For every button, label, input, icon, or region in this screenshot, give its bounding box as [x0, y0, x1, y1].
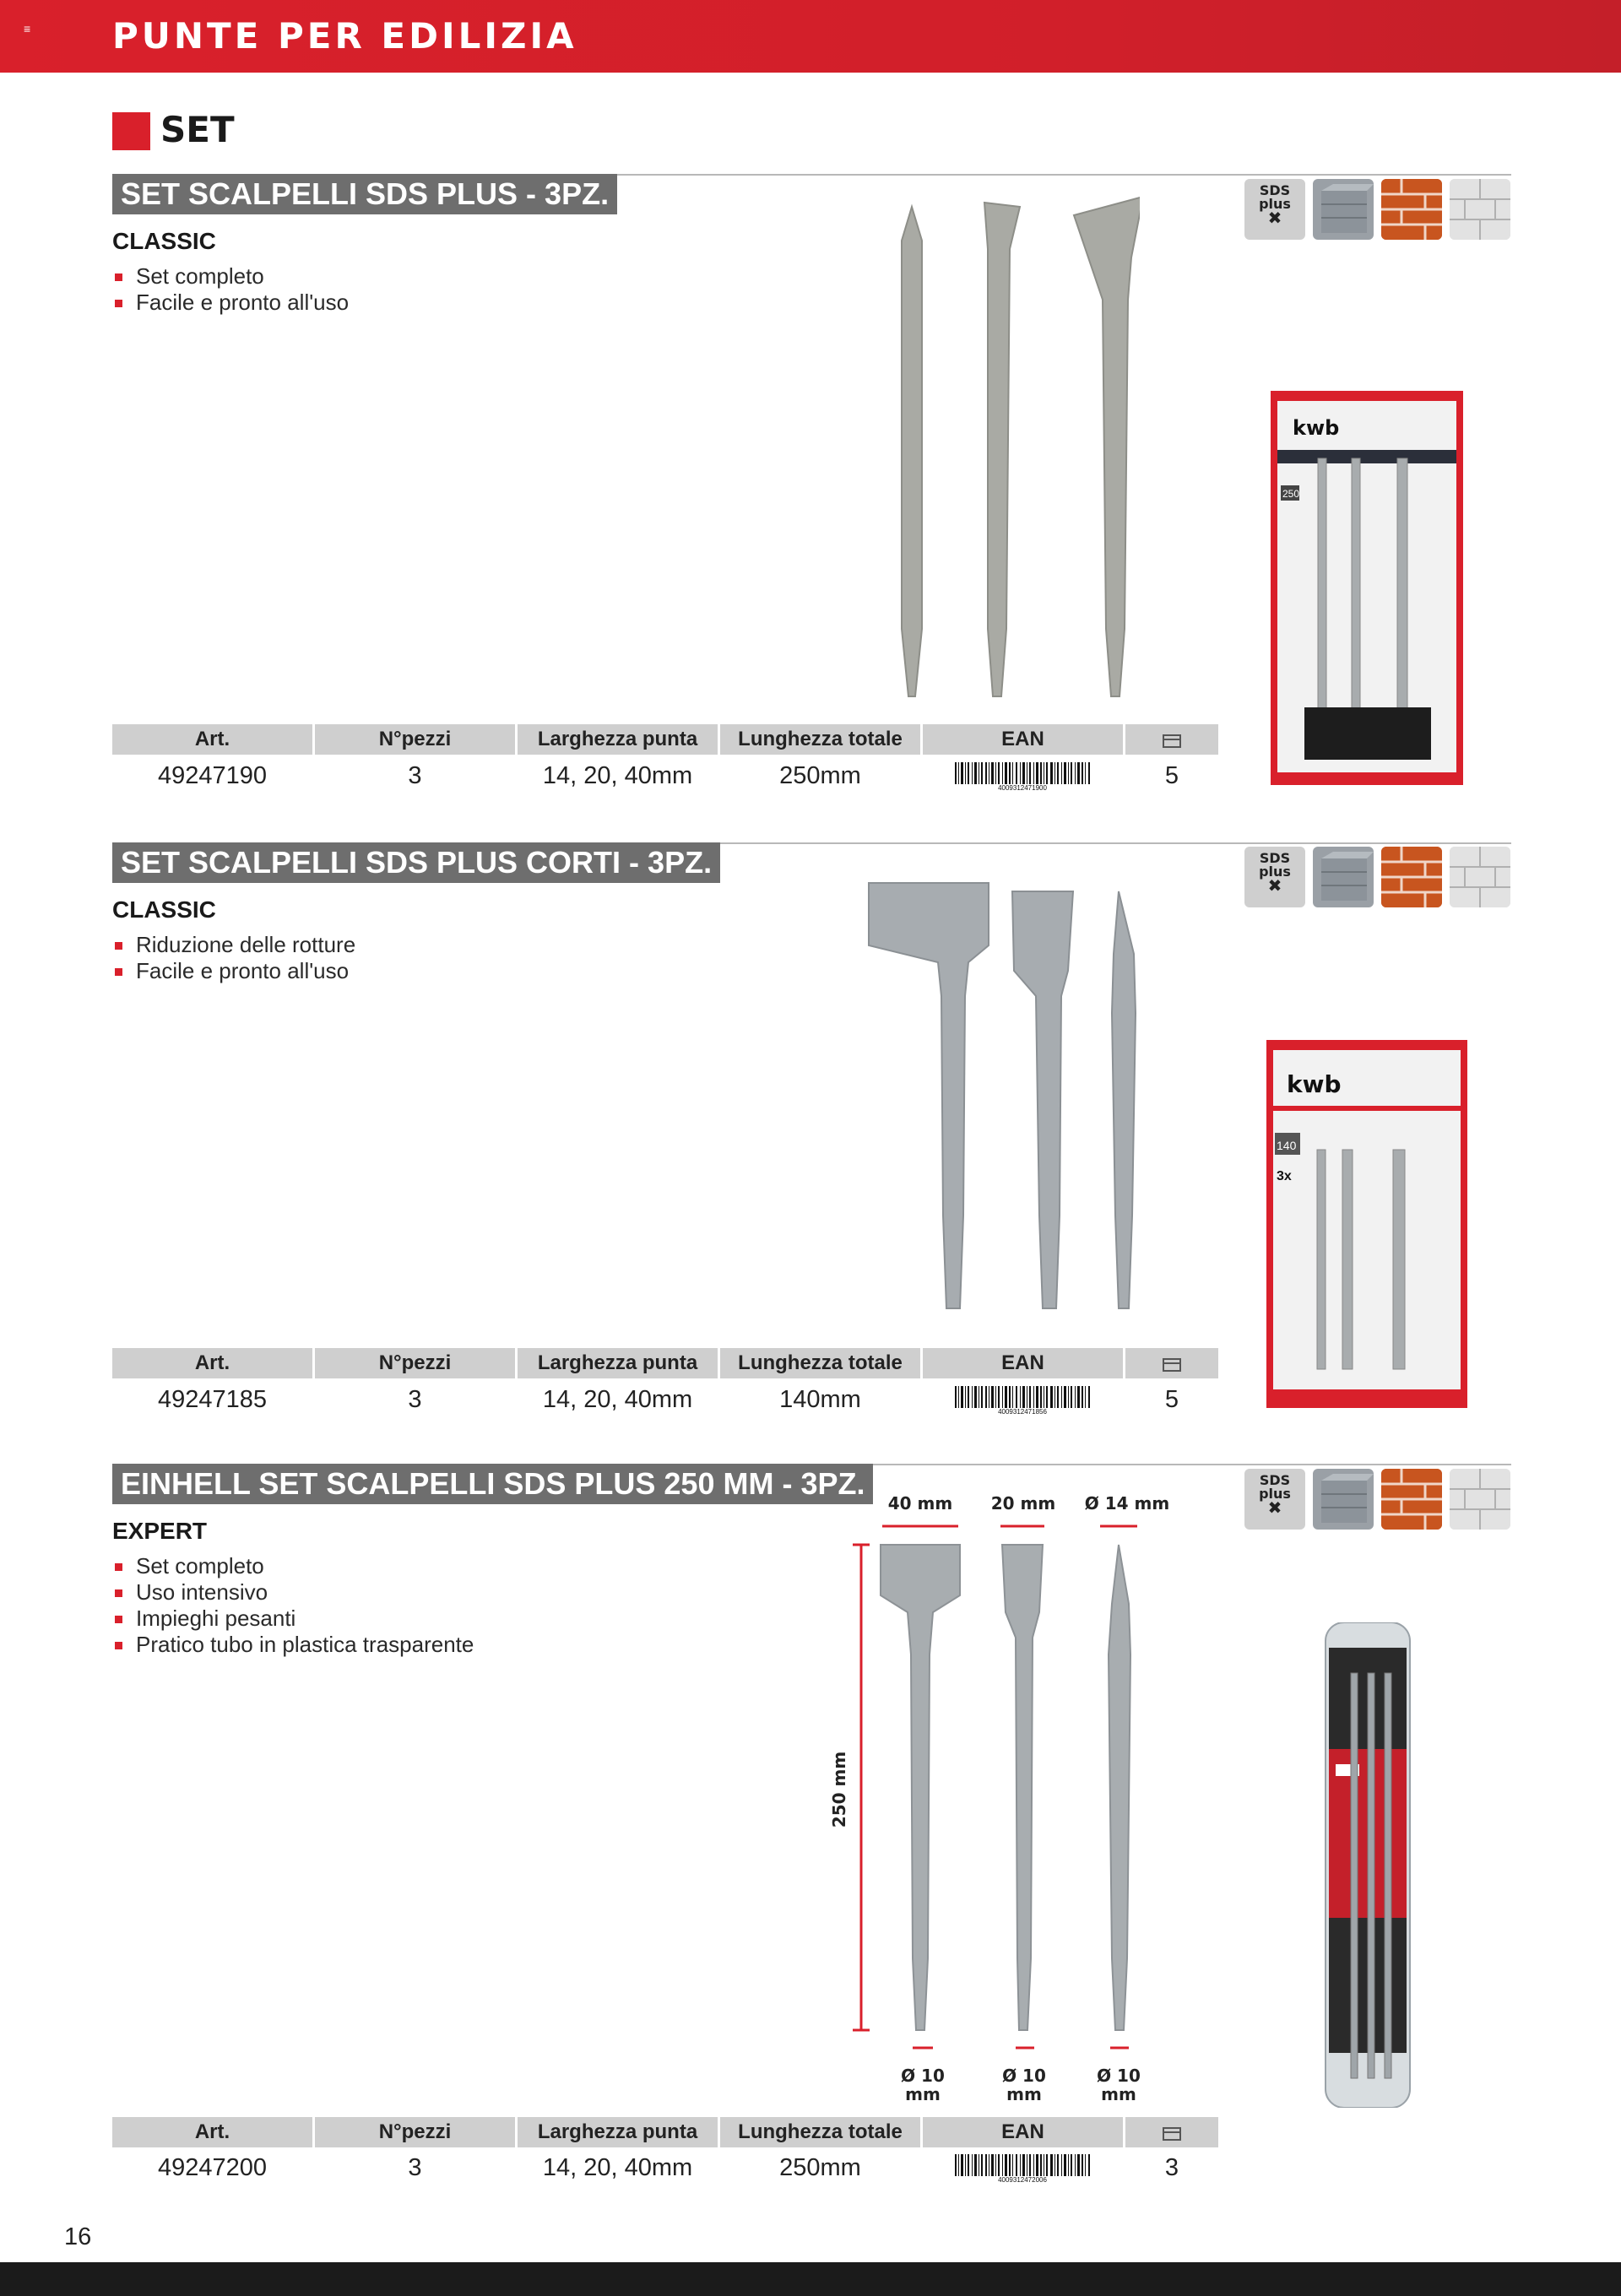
col-larghezza: Larghezza punta	[518, 724, 718, 755]
box-icon	[1125, 2117, 1218, 2147]
ean-barcode	[923, 759, 1123, 793]
col-lunghezza: Lunghezza totale	[720, 2117, 920, 2147]
feature-item: Uso intensivo	[112, 1579, 474, 1606]
stone-block-icon	[1450, 179, 1510, 240]
col-ean: EAN	[923, 2117, 1123, 2147]
stone-block-icon	[1450, 1469, 1510, 1530]
box-icon	[1125, 1348, 1218, 1378]
svg-text:4009312471900: 4009312471900	[998, 784, 1047, 792]
svg-text:20 mm: 20 mm	[990, 1493, 1056, 1514]
col-larghezza: Larghezza punta	[518, 1348, 718, 1378]
feature-list	[112, 932, 355, 984]
col-art: Art.	[112, 724, 312, 755]
tip-width: 14, 20, 40mm	[542, 762, 693, 789]
spec-table-row	[112, 1383, 1218, 1416]
chisel-set-image	[878, 190, 1140, 705]
spec-table-row	[112, 2151, 1218, 2184]
tip-width: 14, 20, 40mm	[542, 2154, 693, 2181]
svg-text:mm: mm	[905, 2084, 941, 2104]
spec-table-header	[112, 2117, 1218, 2147]
svg-text:Ø 10: Ø 10	[901, 2066, 945, 2086]
box-quantity: 5	[1164, 1386, 1179, 1413]
total-length: 140mm	[779, 1386, 861, 1413]
art-number: 49247185	[157, 1386, 268, 1413]
svg-text:250 mm: 250 mm	[829, 1751, 849, 1828]
svg-text:mm: mm	[1006, 2084, 1042, 2104]
box-quantity: 3	[1164, 2154, 1179, 2181]
svg-text:mm: mm	[1101, 2084, 1136, 2104]
feature-item: Facile e pronto all'uso	[112, 958, 355, 984]
feature-item: Set completo	[112, 263, 349, 290]
page-number: 16	[64, 2223, 92, 2250]
material-icons	[1244, 847, 1511, 907]
box-quantity: 5	[1164, 762, 1179, 789]
material-icons	[1244, 1469, 1511, 1530]
svg-text:40 mm: 40 mm	[887, 1493, 953, 1514]
short-chisel-set-image	[865, 878, 1144, 1317]
material-icons	[1244, 179, 1511, 240]
spec-table-header	[112, 1348, 1218, 1378]
sds-plus-icon: SDS plus ✖	[1244, 847, 1305, 907]
feature-list	[112, 1553, 474, 1658]
piece-count: 3	[408, 762, 422, 789]
ean-barcode	[923, 1383, 1123, 1416]
col-art: Art.	[112, 1348, 312, 1378]
col-ean: EAN	[923, 1348, 1123, 1378]
stone-block-icon	[1450, 847, 1510, 907]
total-length: 250mm	[779, 762, 861, 789]
einhell-chisel-dimension-image	[806, 1486, 1195, 2110]
brick-icon	[1381, 1469, 1442, 1530]
feature-item: Set completo	[112, 1553, 474, 1579]
concrete-icon	[1313, 1469, 1374, 1530]
svg-text:Ø 10: Ø 10	[1097, 2066, 1141, 2086]
col-art: Art.	[112, 2117, 312, 2147]
svg-text:4009312471856: 4009312471856	[998, 1408, 1047, 1416]
category-marker	[112, 112, 150, 150]
col-pezzi: N°pezzi	[315, 1348, 515, 1378]
feature-item: Riduzione delle rotture	[112, 932, 355, 958]
svg-text:Ø 10: Ø 10	[1002, 2066, 1046, 2086]
piece-count: 3	[408, 1386, 422, 1413]
header-bar	[0, 0, 1621, 73]
col-larghezza: Larghezza punta	[518, 2117, 718, 2147]
feature-list	[112, 263, 349, 316]
package-kwb-140	[1266, 1040, 1467, 1408]
col-lunghezza: Lunghezza totale	[720, 724, 920, 755]
total-length: 250mm	[779, 2154, 861, 2181]
feature-item: Impieghi pesanti	[112, 1606, 474, 1632]
category-title: SET	[160, 109, 235, 150]
footer-bar	[0, 2262, 1621, 2296]
einhell-tube-package	[1317, 1622, 1418, 2108]
spec-table-header	[112, 724, 1218, 755]
col-pezzi: N°pezzi	[315, 2117, 515, 2147]
ean-barcode	[923, 2151, 1123, 2185]
col-pezzi: N°pezzi	[315, 724, 515, 755]
product-line: CLASSIC	[112, 228, 216, 254]
svg-text:kwb: kwb	[1287, 1070, 1342, 1098]
product-line: EXPERT	[112, 1518, 208, 1544]
svg-text:250: 250	[1282, 488, 1300, 500]
package-kwb-250	[1271, 391, 1463, 785]
spec-table-row	[112, 759, 1218, 792]
svg-text:Ø 14 mm: Ø 14 mm	[1084, 1493, 1170, 1514]
concrete-icon	[1313, 179, 1374, 240]
svg-text:3x: 3x	[1277, 1169, 1292, 1183]
svg-text:140: 140	[1277, 1139, 1297, 1152]
brick-icon	[1381, 847, 1442, 907]
section-title: EINHELL SET SCALPELLI SDS PLUS 250 MM - 3PZ.	[112, 1464, 873, 1504]
svg-text:kwb: kwb	[1293, 416, 1340, 440]
sds-plus-icon: SDS plus ✖	[1244, 1469, 1305, 1530]
piece-count: 3	[408, 2154, 422, 2181]
feature-item: Pratico tubo in plastica trasparente	[112, 1632, 474, 1658]
page-category-title: PUNTE PER EDILIZIA	[112, 15, 577, 57]
col-ean: EAN	[923, 724, 1123, 755]
tip-width: 14, 20, 40mm	[542, 1386, 693, 1413]
box-icon	[1125, 724, 1218, 755]
col-lunghezza: Lunghezza totale	[720, 1348, 920, 1378]
art-number: 49247190	[157, 762, 268, 789]
feature-item: Facile e pronto all'uso	[112, 290, 349, 316]
section-title: SET SCALPELLI SDS PLUS - 3PZ.	[112, 174, 617, 214]
section-title: SET SCALPELLI SDS PLUS CORTI - 3PZ.	[112, 842, 720, 883]
svg-text:4009312472006: 4009312472006	[998, 2176, 1047, 2184]
sds-plus-icon: SDS plus ✖	[1244, 179, 1305, 240]
menu-icon[interactable]: ≡	[24, 22, 31, 35]
product-line: CLASSIC	[112, 896, 216, 923]
brick-icon	[1381, 179, 1442, 240]
concrete-icon	[1313, 847, 1374, 907]
art-number: 49247200	[157, 2154, 268, 2181]
